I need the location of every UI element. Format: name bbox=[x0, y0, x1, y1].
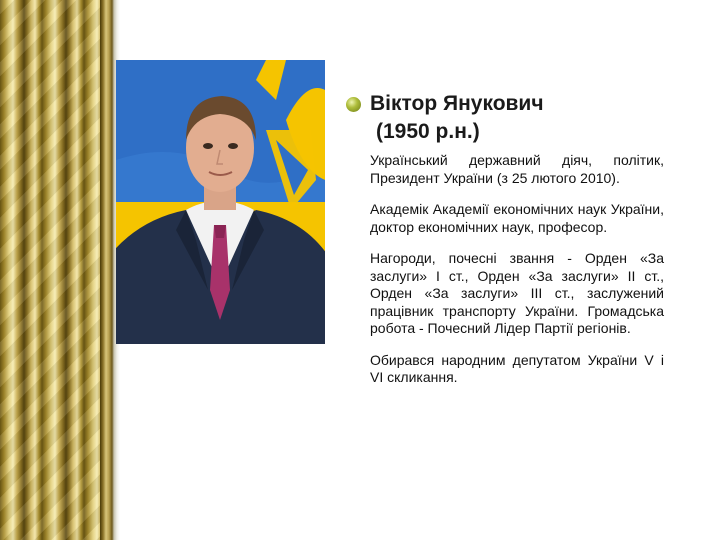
bio-paragraph: Український державний діяч, політик, Президент України (з 25 лютого 2010). bbox=[370, 152, 664, 186]
person-name: Віктор Янукович bbox=[370, 92, 544, 115]
birth-year: (1950 р.н.) bbox=[376, 120, 480, 143]
portrait-illustration bbox=[116, 60, 325, 344]
bio-paragraph: Академік Академії економічних наук України, доктор економічних наук, професор. bbox=[370, 201, 664, 235]
decorative-border bbox=[0, 0, 100, 540]
heading bbox=[346, 90, 664, 146]
bio-paragraph: Нагороди, почесні звання - Орден «За заслуги» І ст., Орден «За заслуги» ІІ ст., Орден «За заслуги» ІІІ ст., заслужений працівник транспорту України. Громадська робота - Почесний Лідер Партії регіонів. bbox=[370, 250, 664, 336]
biography-section bbox=[346, 90, 664, 401]
portrait-photo bbox=[116, 60, 325, 344]
bullet-icon bbox=[346, 97, 361, 112]
bio-paragraph: Обирався народним депутатом України V і VI скликання. bbox=[370, 351, 664, 385]
